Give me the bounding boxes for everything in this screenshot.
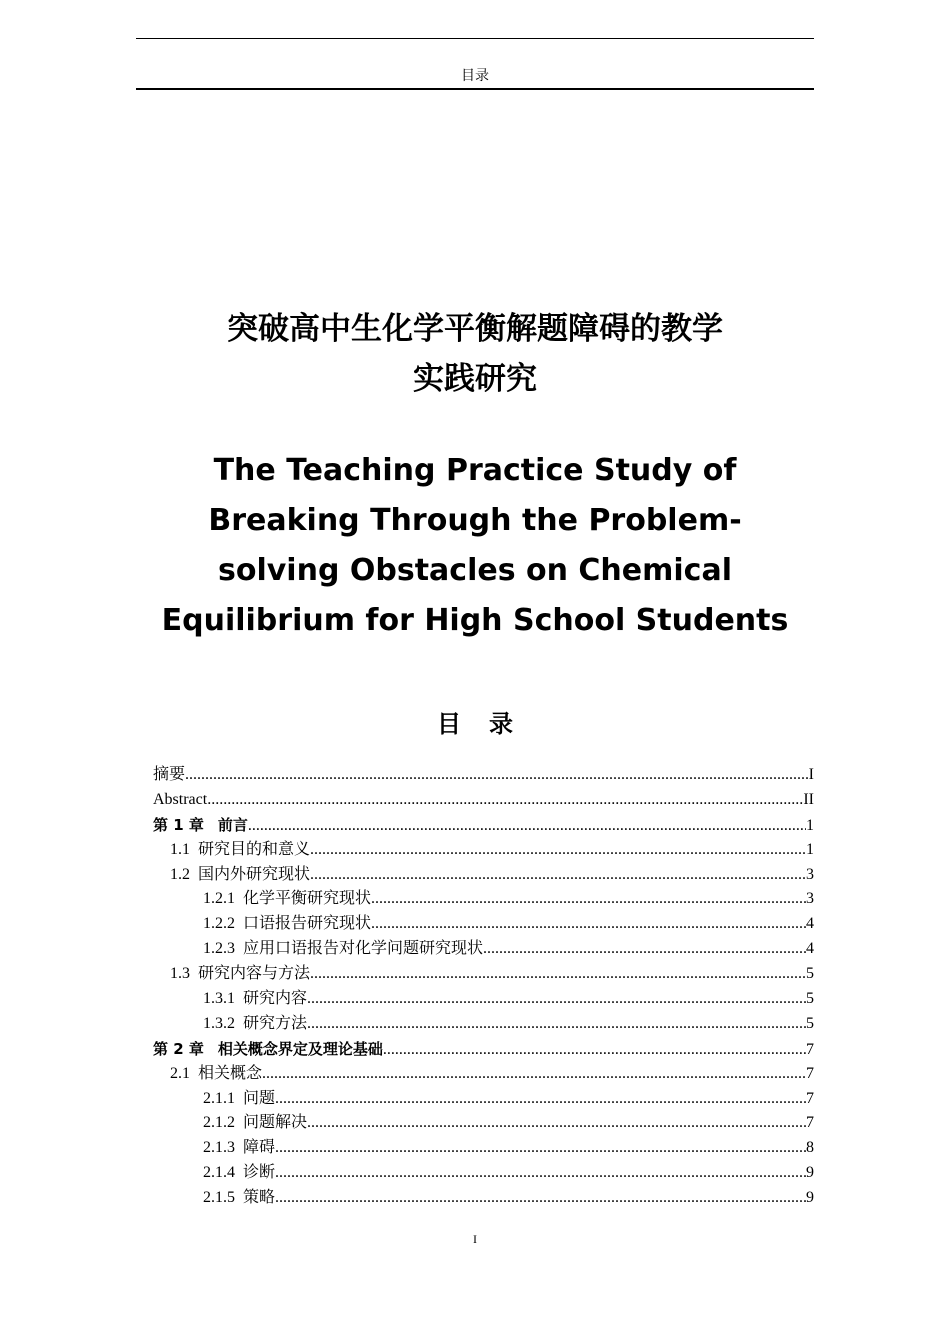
toc-entry-page: 4 — [806, 940, 814, 958]
toc-dot-leader — [185, 763, 809, 788]
toc-entry-abstract-cn[interactable] — [153, 763, 814, 788]
english-title-line-3: solving Obstacles on Chemical — [218, 553, 732, 588]
toc-entry-title: 前言 — [217, 815, 248, 834]
toc-entry-number: 1.3 — [170, 965, 190, 983]
toc-entry-title: 相关概念界定及理论基础 — [217, 1039, 383, 1058]
toc-entry-chapter-1[interactable] — [153, 813, 814, 838]
toc-entry-number: 1.2 — [170, 865, 190, 883]
toc-entry-2-1-4[interactable] — [153, 1161, 814, 1186]
toc-entry-page: 3 — [806, 865, 814, 883]
toc-entry-1-2-2[interactable] — [153, 912, 814, 937]
toc-entry-chapter-2[interactable] — [153, 1037, 814, 1062]
english-title — [100, 446, 850, 646]
toc-entry-page: 8 — [806, 1139, 814, 1157]
toc-entry-page: 5 — [806, 1014, 814, 1032]
chinese-title — [100, 304, 850, 404]
header-bottom-rule — [136, 88, 814, 90]
toc-entry-title: 应用口语报告对化学问题研究现状 — [243, 940, 484, 958]
toc-entry-title: Abstract — [153, 790, 208, 808]
toc-entry-title: 摘要 — [153, 766, 186, 783]
header-top-rule — [136, 38, 814, 39]
toc-entry-2-1-5[interactable] — [153, 1186, 814, 1211]
toc-entry-title: 策略 — [243, 1189, 276, 1207]
toc-entry-1-3-2[interactable] — [153, 1012, 814, 1037]
toc-entry-number: 2.1.3 — [203, 1139, 235, 1157]
toc-entry-number: 1.3.2 — [203, 1014, 235, 1032]
toc-entry-1-2-3[interactable] — [153, 937, 814, 962]
toc-entry-page: 1 — [806, 816, 814, 834]
toc-entry-page: 5 — [806, 965, 814, 983]
toc-entry-1-2-1[interactable] — [153, 887, 814, 912]
toc-entry-page: 7 — [806, 1089, 814, 1107]
toc-entry-number: 2.1.1 — [203, 1089, 235, 1107]
toc-entry-page: 4 — [806, 915, 814, 933]
toc-dot-leader — [383, 1038, 806, 1063]
toc-entry-1-1[interactable] — [153, 838, 814, 863]
toc-dot-leader — [248, 814, 806, 839]
footer-page-number: I — [473, 1232, 477, 1246]
toc-dot-leader — [275, 1186, 806, 1211]
toc-entry-number: 第 1 章 — [153, 815, 204, 834]
toc-dot-leader — [371, 912, 806, 937]
toc-dot-leader — [310, 962, 806, 987]
toc-entry-title: 诊断 — [243, 1164, 276, 1182]
toc-entry-number: 2.1.5 — [203, 1189, 235, 1207]
toc-entry-number: 1.1 — [170, 840, 190, 858]
toc-entry-title: 国内外研究现状 — [198, 865, 311, 883]
toc-entry-page: 7 — [806, 1040, 814, 1058]
toc-entry-page: II — [803, 790, 814, 808]
english-title-line-4: Equilibrium for High School Students — [161, 603, 789, 638]
toc-entry-abstract-en[interactable] — [153, 788, 814, 813]
chinese-title-line-2: 实践研究 — [413, 361, 537, 397]
toc-entry-page: 1 — [806, 840, 814, 858]
toc-dot-leader — [310, 838, 806, 863]
toc-entry-number: 1.2.1 — [203, 890, 235, 908]
toc-dot-leader — [307, 1012, 806, 1037]
toc-entry-title: 障碍 — [243, 1139, 276, 1157]
toc-dot-leader — [371, 887, 806, 912]
toc-entry-title: 研究方法 — [243, 1014, 308, 1032]
toc-entry-2-1-3[interactable] — [153, 1136, 814, 1161]
toc-entry-2-1[interactable] — [153, 1062, 814, 1087]
toc-entry-1-2[interactable] — [153, 863, 814, 888]
toc-entry-page: 7 — [806, 1114, 814, 1132]
toc-entry-number: 第 2 章 — [153, 1039, 204, 1058]
toc-dot-leader — [307, 1111, 806, 1136]
toc-entry-title: 相关概念 — [198, 1064, 263, 1082]
toc-dot-leader — [275, 1136, 806, 1161]
toc-entry-number: 2.1.4 — [203, 1164, 235, 1182]
toc-entry-page: 9 — [806, 1164, 814, 1182]
toc-entry-number: 2.1.2 — [203, 1114, 235, 1132]
toc-dot-leader — [310, 863, 806, 888]
toc-entry-number: 1.2.2 — [203, 915, 235, 933]
toc-entry-page: 5 — [806, 990, 814, 1008]
toc-entry-1-3[interactable] — [153, 962, 814, 987]
toc-dot-leader — [483, 937, 806, 962]
toc-entry-title: 化学平衡研究现状 — [243, 890, 372, 908]
chinese-title-line-1: 突破高中生化学平衡解题障碍的教学 — [227, 311, 723, 347]
toc-entry-2-1-1[interactable] — [153, 1087, 814, 1112]
toc-dot-leader — [207, 788, 803, 813]
toc-entry-page: 3 — [806, 890, 814, 908]
table-of-contents — [153, 763, 814, 1211]
toc-dot-leader — [307, 987, 806, 1012]
toc-dot-leader — [275, 1161, 806, 1186]
toc-entry-title: 研究内容与方法 — [198, 965, 311, 983]
toc-entry-page: 7 — [806, 1064, 814, 1082]
toc-entry-title: 研究目的和意义 — [198, 840, 311, 858]
english-title-line-1: The Teaching Practice Study of — [213, 453, 737, 488]
toc-entry-1-3-1[interactable] — [153, 987, 814, 1012]
toc-dot-leader — [275, 1087, 806, 1112]
toc-entry-number: 1.2.3 — [203, 940, 235, 958]
toc-entry-2-1-2[interactable] — [153, 1111, 814, 1136]
toc-entry-number: 1.3.1 — [203, 990, 235, 1008]
toc-entry-title: 问题 — [243, 1089, 276, 1107]
toc-entry-title: 研究内容 — [243, 990, 308, 1008]
toc-entry-page: 9 — [806, 1189, 814, 1207]
toc-entry-number: 2.1 — [170, 1064, 190, 1082]
toc-entry-page: I — [808, 766, 814, 783]
toc-dot-leader — [262, 1062, 806, 1087]
toc-entry-title: 问题解决 — [243, 1114, 308, 1132]
running-header: 目录 — [461, 69, 489, 84]
toc-entry-title: 口语报告研究现状 — [243, 915, 372, 933]
toc-heading: 目录 — [437, 710, 541, 738]
english-title-line-2: Breaking Through the Problem- — [208, 503, 742, 538]
